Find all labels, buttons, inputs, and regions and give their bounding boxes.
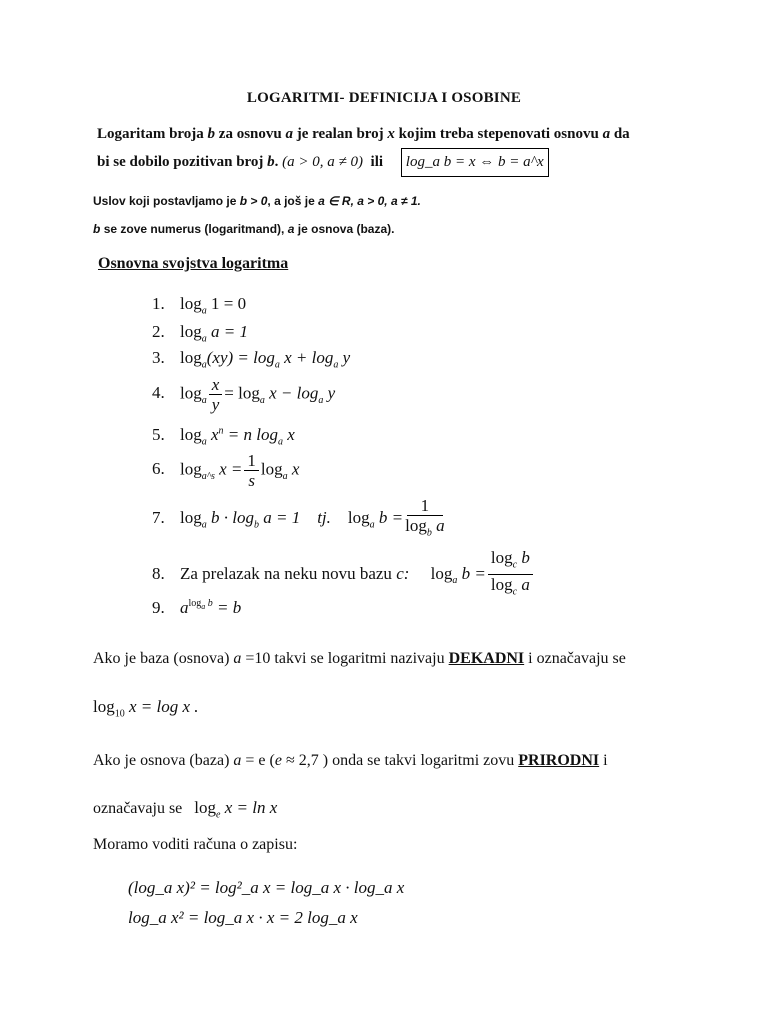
condition-line	[93, 194, 421, 208]
log: log	[490, 575, 513, 595]
text: se zove numerus (logaritmand),	[103, 222, 285, 236]
term-dekadni: DEKADNI	[448, 650, 525, 667]
var: a	[233, 650, 242, 667]
var: e	[274, 752, 282, 769]
property-8: 8. Za prelazak na neku novu bazu c: $\log_a b$ = $\frac{\log_c b}{\log_c a}$	[152, 548, 535, 602]
text: Ako je baza (osnova)	[93, 650, 230, 667]
formula: x = log x .	[128, 697, 199, 716]
property-4: 4. $\log_a$ $\frac{x}{y}$ = $\log_a x - \log_a y$	[152, 375, 336, 414]
var: b	[521, 548, 530, 567]
dekadni-paragraph	[93, 650, 626, 668]
formula: y	[342, 348, 351, 367]
exponent: n	[218, 425, 224, 437]
number: 4.	[152, 383, 165, 403]
text: je osnova (baza).	[297, 222, 395, 236]
formula: log	[260, 459, 283, 479]
fraction-numerator: 1	[407, 496, 444, 516]
text: Uslov koji postavljamo je	[93, 194, 237, 208]
property-5: 5. $\log_a x^n = n$ $\log_a x$	[152, 425, 295, 448]
fraction-denominator: s	[248, 471, 255, 490]
number: 3.	[152, 348, 165, 367]
text: ili	[370, 154, 384, 170]
formula: y	[327, 383, 336, 403]
fraction-denominator: $\log_b a$	[405, 516, 445, 539]
prirodni-line2	[93, 798, 277, 820]
log: log	[194, 798, 217, 817]
formula: = log	[224, 383, 260, 403]
text: i označavaju se	[528, 650, 626, 667]
zapis-heading: Moramo voditi računa o zapisu:	[93, 836, 298, 853]
var: a	[180, 598, 189, 617]
formula: b =	[378, 508, 404, 528]
formula: 1 = 0	[210, 294, 247, 313]
fraction-numerator: $\log_c b$	[488, 548, 533, 575]
math: b	[93, 222, 101, 236]
text: za osnovu	[218, 126, 282, 142]
number: 7.	[152, 508, 165, 528]
prirodni-paragraph	[93, 752, 608, 770]
number: 5.	[152, 425, 165, 444]
formula: x	[210, 425, 219, 444]
number: 8.	[152, 563, 165, 583]
text: = e (	[245, 752, 275, 769]
formula: = n log	[227, 425, 278, 444]
formula: b · log	[210, 508, 254, 528]
property-2: 2. $\log_a a = 1$	[152, 322, 248, 345]
formula: x	[287, 425, 295, 444]
subscript: 10	[114, 708, 125, 720]
var: b	[207, 598, 213, 610]
var-x: x	[387, 126, 395, 142]
text: Logaritam broja	[97, 126, 204, 142]
formula: x = ln x	[224, 798, 278, 817]
numerus-line	[93, 222, 394, 236]
log: log	[490, 548, 513, 567]
definition-formula-box: log_a b = x ⇔ b = a^x	[401, 148, 549, 177]
property-3: 3. $\log_a(xy) = \log_a x + \log_a y$	[152, 348, 351, 371]
var-b: b	[207, 126, 216, 142]
property-7: 7. $\log_a b \cdot \log_b a = 1$ tj. $\log_a b$ = $\frac{1}{\log_b a}$	[152, 496, 447, 542]
log: log	[93, 697, 115, 716]
text: je realan broj	[296, 126, 384, 142]
text: označavaju se	[93, 800, 183, 817]
text: Za prelazak na neku novu bazu	[180, 563, 392, 583]
fraction-denominator: y	[211, 395, 220, 414]
zapis-formula-2: log_a x² = log_a x · x = 2 log_a x	[128, 908, 358, 927]
formula: a = 1	[210, 322, 248, 341]
text: i	[603, 752, 608, 769]
formula: a = 1	[263, 508, 301, 528]
text: da	[613, 126, 630, 142]
formula: (xy) = log	[206, 348, 275, 367]
text: kojim treba stepenovati osnovu	[398, 126, 599, 142]
term-prirodni: PRIRODNI	[518, 752, 600, 769]
fraction-numerator: 1	[244, 451, 259, 471]
number: 9.	[152, 598, 165, 617]
var-a: a	[285, 126, 293, 142]
condition: (a > 0, a ≠ 0)	[282, 154, 364, 170]
text: , a još je	[267, 194, 315, 208]
page-title: LOGARITMI- DEFINICIJA I OSOBINE	[246, 90, 522, 106]
zapis-formula-1: (log_a x)² = log²_a x = log_a x · log_a x	[128, 878, 405, 897]
number: 1.	[152, 294, 165, 313]
log: log	[405, 516, 427, 535]
text: ≈ 2,7 ) onda se takvi logaritmi zovu	[285, 752, 515, 769]
property-1: 1. $\log_a 1 = 0$	[152, 294, 247, 317]
property-6: 6. $\log_{a\^{}s} x$ = $\frac{1}{s}$ $\log_a x$	[152, 451, 300, 490]
text: =10 takvi se logaritmi nazivaju	[245, 650, 445, 667]
fraction-denominator: $\log_c a$	[490, 575, 530, 598]
math: b > 0	[239, 194, 268, 208]
fraction-numerator: x	[209, 375, 223, 395]
var: a	[233, 752, 242, 769]
var: c:	[396, 563, 410, 583]
formula: x + log	[284, 348, 334, 367]
definition-paragraph: Logaritam broja b za osnovu a je realan broj x kojim treba stepenovati osnovu a da bi se dobilo pozitivan broj b. (a > 0, a ≠ 0) ili log_a b = x ⇔ b = a^x	[97, 121, 717, 177]
property-9: 9. $a^{log_a b} = b$	[152, 598, 242, 617]
formula: = b	[217, 598, 242, 617]
math: a ∈ R, a > 0, a ≠ 1.	[318, 194, 421, 208]
subscript: e	[216, 809, 221, 821]
text: tj.	[317, 508, 331, 528]
dekadni-formula	[93, 697, 199, 719]
number: 6.	[152, 459, 165, 479]
formula: x	[291, 459, 300, 479]
math: a	[287, 222, 295, 236]
text: bi se dobilo pozitivan broj	[97, 154, 264, 170]
text: Ako je osnova (baza)	[93, 752, 230, 769]
var-a: a	[602, 126, 611, 142]
section-heading: Osnovna svojstva logaritma	[98, 255, 289, 272]
log: log	[188, 598, 202, 610]
number: 2.	[152, 322, 165, 341]
var-b: b	[267, 154, 275, 170]
formula: x − log	[269, 383, 319, 403]
subscript: a^s	[201, 470, 215, 482]
var: a	[436, 516, 445, 535]
formula: x =	[219, 459, 243, 479]
formula: b =	[461, 563, 486, 583]
var: a	[521, 575, 530, 595]
